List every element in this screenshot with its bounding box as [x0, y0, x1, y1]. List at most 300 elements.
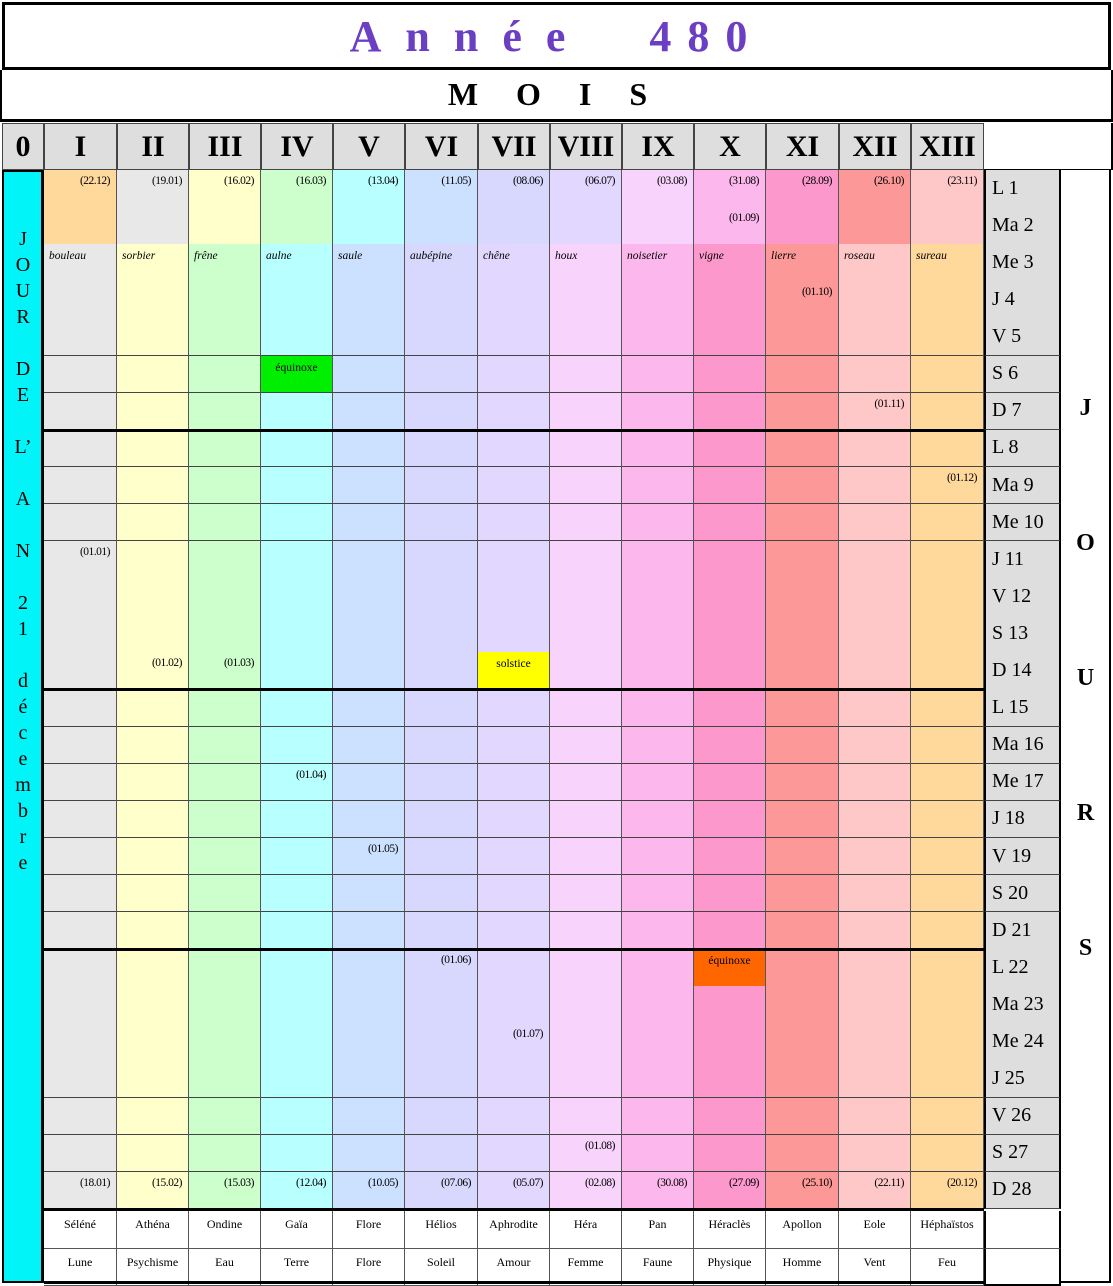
day-cell[interactable]: [333, 281, 405, 319]
day-cell[interactable]: [911, 281, 984, 319]
day-cell[interactable]: [694, 838, 766, 876]
day-cell[interactable]: [911, 949, 984, 987]
day-cell[interactable]: [117, 764, 189, 802]
day-cell[interactable]: [550, 615, 622, 653]
day-cell[interactable]: [478, 949, 550, 987]
day-cell[interactable]: [911, 1098, 984, 1136]
day-cell[interactable]: [405, 912, 478, 950]
day-cell[interactable]: [333, 393, 405, 431]
day-cell[interactable]: [117, 1060, 189, 1098]
day-cell[interactable]: [478, 838, 550, 876]
day-cell[interactable]: [911, 689, 984, 727]
day-cell[interactable]: [44, 1023, 117, 1061]
day-cell[interactable]: [189, 393, 261, 431]
day-cell[interactable]: [189, 467, 261, 505]
day-cell[interactable]: [839, 207, 911, 245]
day-cell[interactable]: [766, 764, 839, 802]
day-cell[interactable]: [44, 912, 117, 950]
day-cell[interactable]: [694, 281, 766, 319]
day-cell[interactable]: [478, 1172, 550, 1210]
day-cell[interactable]: [622, 356, 694, 394]
day-cell[interactable]: [189, 727, 261, 765]
day-cell[interactable]: [839, 170, 911, 208]
day-cell[interactable]: [911, 244, 984, 282]
day-cell[interactable]: [44, 727, 117, 765]
day-cell[interactable]: [117, 467, 189, 505]
day-cell[interactable]: [405, 764, 478, 802]
day-cell[interactable]: [839, 615, 911, 653]
day-cell[interactable]: [550, 356, 622, 394]
day-cell[interactable]: [405, 875, 478, 913]
day-cell[interactable]: [44, 764, 117, 802]
day-cell[interactable]: [478, 875, 550, 913]
day-cell[interactable]: [766, 244, 839, 282]
day-cell[interactable]: [694, 541, 766, 579]
day-cell[interactable]: [550, 912, 622, 950]
day-cell[interactable]: [622, 689, 694, 727]
day-cell[interactable]: [405, 615, 478, 653]
day-cell[interactable]: [911, 467, 984, 505]
day-cell[interactable]: [333, 578, 405, 616]
day-cell[interactable]: [44, 281, 117, 319]
day-cell[interactable]: [261, 949, 333, 987]
day-cell[interactable]: [839, 1098, 911, 1136]
day-cell[interactable]: [550, 1098, 622, 1136]
day-cell[interactable]: [44, 356, 117, 394]
day-cell[interactable]: [622, 504, 694, 542]
day-cell[interactable]: [261, 986, 333, 1024]
day-cell[interactable]: [405, 467, 478, 505]
day-cell[interactable]: [550, 801, 622, 839]
day-cell[interactable]: [839, 281, 911, 319]
day-cell[interactable]: [405, 652, 478, 690]
day-cell[interactable]: [839, 1172, 911, 1210]
day-cell[interactable]: [261, 652, 333, 690]
day-cell[interactable]: [839, 949, 911, 987]
day-cell[interactable]: [622, 727, 694, 765]
day-cell[interactable]: [189, 986, 261, 1024]
day-cell[interactable]: [911, 1172, 984, 1210]
day-cell[interactable]: [550, 393, 622, 431]
day-cell[interactable]: [766, 875, 839, 913]
day-cell[interactable]: [189, 1135, 261, 1173]
day-cell[interactable]: [44, 689, 117, 727]
day-cell[interactable]: [478, 430, 550, 468]
day-cell[interactable]: [478, 1060, 550, 1098]
day-cell[interactable]: [550, 1135, 622, 1173]
day-cell[interactable]: [44, 615, 117, 653]
day-cell[interactable]: [839, 467, 911, 505]
day-cell[interactable]: [189, 1172, 261, 1210]
day-cell[interactable]: [478, 727, 550, 765]
day-cell[interactable]: [911, 838, 984, 876]
day-cell[interactable]: [333, 504, 405, 542]
day-cell[interactable]: [911, 578, 984, 616]
day-cell[interactable]: [261, 912, 333, 950]
day-cell[interactable]: [766, 356, 839, 394]
day-cell[interactable]: [333, 912, 405, 950]
day-cell[interactable]: [478, 689, 550, 727]
day-cell[interactable]: [333, 1172, 405, 1210]
day-cell[interactable]: [766, 318, 839, 356]
day-cell[interactable]: [189, 1060, 261, 1098]
day-cell[interactable]: [44, 430, 117, 468]
day-cell[interactable]: [694, 986, 766, 1024]
day-cell[interactable]: [333, 244, 405, 282]
day-cell[interactable]: [911, 764, 984, 802]
day-cell[interactable]: [405, 727, 478, 765]
day-cell[interactable]: [405, 318, 478, 356]
day-cell[interactable]: [333, 430, 405, 468]
day-cell[interactable]: [694, 170, 766, 208]
day-cell[interactable]: [550, 541, 622, 579]
day-cell[interactable]: [117, 541, 189, 579]
day-cell[interactable]: [261, 318, 333, 356]
day-cell[interactable]: [333, 1098, 405, 1136]
day-cell[interactable]: [694, 689, 766, 727]
day-cell[interactable]: [911, 875, 984, 913]
day-cell[interactable]: [117, 986, 189, 1024]
day-cell[interactable]: [694, 504, 766, 542]
day-cell[interactable]: [333, 1135, 405, 1173]
day-cell[interactable]: [261, 393, 333, 431]
day-cell[interactable]: [117, 504, 189, 542]
day-cell[interactable]: [911, 393, 984, 431]
day-cell[interactable]: [839, 356, 911, 394]
day-cell[interactable]: [911, 170, 984, 208]
day-cell[interactable]: [44, 875, 117, 913]
day-cell[interactable]: [189, 541, 261, 579]
day-cell[interactable]: [911, 207, 984, 245]
day-cell[interactable]: [333, 615, 405, 653]
day-cell[interactable]: [117, 689, 189, 727]
day-cell[interactable]: [478, 764, 550, 802]
day-cell[interactable]: [766, 1172, 839, 1210]
day-cell[interactable]: [261, 170, 333, 208]
day-cell[interactable]: [117, 1172, 189, 1210]
day-cell[interactable]: [261, 467, 333, 505]
day-cell[interactable]: [405, 207, 478, 245]
day-cell[interactable]: [405, 1060, 478, 1098]
day-cell[interactable]: [911, 504, 984, 542]
day-cell[interactable]: [189, 170, 261, 208]
day-cell[interactable]: [117, 356, 189, 394]
day-cell[interactable]: [839, 764, 911, 802]
day-cell[interactable]: [694, 244, 766, 282]
day-cell[interactable]: [189, 875, 261, 913]
day-cell[interactable]: [405, 541, 478, 579]
day-cell[interactable]: [839, 393, 911, 431]
day-cell[interactable]: [622, 801, 694, 839]
day-cell[interactable]: [622, 652, 694, 690]
day-cell[interactable]: [694, 912, 766, 950]
day-cell[interactable]: [333, 318, 405, 356]
day-cell[interactable]: [405, 244, 478, 282]
day-cell[interactable]: [261, 838, 333, 876]
day-cell[interactable]: [550, 430, 622, 468]
day-cell[interactable]: [117, 727, 189, 765]
day-cell[interactable]: [622, 875, 694, 913]
day-cell[interactable]: [911, 912, 984, 950]
day-cell[interactable]: [405, 393, 478, 431]
day-cell[interactable]: [694, 207, 766, 245]
day-cell[interactable]: [405, 281, 478, 319]
day-cell[interactable]: [333, 1060, 405, 1098]
day-cell[interactable]: [44, 1060, 117, 1098]
day-cell[interactable]: [261, 689, 333, 727]
day-cell[interactable]: [333, 949, 405, 987]
day-cell[interactable]: [622, 430, 694, 468]
day-cell[interactable]: [911, 541, 984, 579]
day-cell[interactable]: [694, 727, 766, 765]
day-cell[interactable]: [839, 838, 911, 876]
day-cell[interactable]: [622, 281, 694, 319]
day-cell[interactable]: [405, 578, 478, 616]
day-cell[interactable]: [622, 318, 694, 356]
day-cell[interactable]: [478, 541, 550, 579]
day-cell[interactable]: [261, 207, 333, 245]
day-cell[interactable]: [333, 875, 405, 913]
day-cell[interactable]: [911, 318, 984, 356]
day-cell[interactable]: [117, 801, 189, 839]
day-cell[interactable]: [694, 949, 766, 987]
day-cell[interactable]: [839, 1135, 911, 1173]
day-cell[interactable]: [405, 986, 478, 1024]
day-cell[interactable]: [766, 170, 839, 208]
day-cell[interactable]: [839, 504, 911, 542]
day-cell[interactable]: [911, 986, 984, 1024]
day-cell[interactable]: [117, 578, 189, 616]
day-cell[interactable]: [117, 244, 189, 282]
day-cell[interactable]: [261, 281, 333, 319]
day-cell[interactable]: [189, 652, 261, 690]
day-cell[interactable]: [694, 764, 766, 802]
day-cell[interactable]: [839, 801, 911, 839]
day-cell[interactable]: [766, 727, 839, 765]
day-cell[interactable]: [622, 1172, 694, 1210]
day-cell[interactable]: [622, 1060, 694, 1098]
day-cell[interactable]: [694, 875, 766, 913]
day-cell[interactable]: [478, 393, 550, 431]
day-cell[interactable]: [550, 578, 622, 616]
day-cell[interactable]: [839, 652, 911, 690]
day-cell[interactable]: [694, 615, 766, 653]
day-cell[interactable]: [44, 838, 117, 876]
day-cell[interactable]: [766, 689, 839, 727]
day-cell[interactable]: [189, 504, 261, 542]
day-cell[interactable]: [622, 949, 694, 987]
day-cell[interactable]: [117, 652, 189, 690]
day-cell[interactable]: [622, 578, 694, 616]
day-cell[interactable]: [117, 393, 189, 431]
day-cell[interactable]: [839, 244, 911, 282]
day-cell[interactable]: [550, 1172, 622, 1210]
day-cell[interactable]: [189, 949, 261, 987]
day-cell[interactable]: [44, 393, 117, 431]
day-cell[interactable]: [333, 689, 405, 727]
day-cell[interactable]: [189, 1098, 261, 1136]
day-cell[interactable]: [405, 801, 478, 839]
day-cell[interactable]: [261, 504, 333, 542]
day-cell[interactable]: [839, 541, 911, 579]
day-cell[interactable]: [44, 801, 117, 839]
day-cell[interactable]: [44, 986, 117, 1024]
day-cell[interactable]: [550, 1023, 622, 1061]
day-cell[interactable]: [261, 356, 333, 394]
day-cell[interactable]: [694, 652, 766, 690]
day-cell[interactable]: [478, 244, 550, 282]
day-cell[interactable]: [766, 393, 839, 431]
day-cell[interactable]: [261, 541, 333, 579]
day-cell[interactable]: [622, 244, 694, 282]
day-cell[interactable]: [766, 281, 839, 319]
day-cell[interactable]: [44, 541, 117, 579]
day-cell[interactable]: [766, 578, 839, 616]
day-cell[interactable]: [261, 764, 333, 802]
day-cell[interactable]: [333, 986, 405, 1024]
day-cell[interactable]: [478, 207, 550, 245]
day-cell[interactable]: [117, 318, 189, 356]
day-cell[interactable]: [405, 838, 478, 876]
day-cell[interactable]: [189, 1023, 261, 1061]
day-cell[interactable]: [44, 170, 117, 208]
day-cell[interactable]: [550, 504, 622, 542]
day-cell[interactable]: [261, 430, 333, 468]
day-cell[interactable]: [622, 615, 694, 653]
day-cell[interactable]: [261, 615, 333, 653]
day-cell[interactable]: [766, 652, 839, 690]
day-cell[interactable]: [550, 949, 622, 987]
day-cell[interactable]: [261, 875, 333, 913]
day-cell[interactable]: [333, 467, 405, 505]
day-cell[interactable]: [839, 578, 911, 616]
day-cell[interactable]: [261, 1172, 333, 1210]
day-cell[interactable]: [694, 801, 766, 839]
day-cell[interactable]: [622, 764, 694, 802]
day-cell[interactable]: [405, 1135, 478, 1173]
day-cell[interactable]: [405, 170, 478, 208]
day-cell[interactable]: [550, 1060, 622, 1098]
day-cell[interactable]: [478, 1135, 550, 1173]
day-cell[interactable]: [261, 1135, 333, 1173]
day-cell[interactable]: [117, 1135, 189, 1173]
day-cell[interactable]: [550, 652, 622, 690]
day-cell[interactable]: [405, 504, 478, 542]
day-cell[interactable]: [550, 986, 622, 1024]
day-cell[interactable]: [478, 281, 550, 319]
day-cell[interactable]: [189, 207, 261, 245]
day-cell[interactable]: [550, 875, 622, 913]
day-cell[interactable]: [478, 615, 550, 653]
day-cell[interactable]: [694, 1135, 766, 1173]
day-cell[interactable]: [839, 430, 911, 468]
day-cell[interactable]: [478, 1098, 550, 1136]
day-cell[interactable]: [189, 801, 261, 839]
day-cell[interactable]: [117, 615, 189, 653]
day-cell[interactable]: [478, 356, 550, 394]
day-cell[interactable]: [117, 1098, 189, 1136]
day-cell[interactable]: [766, 207, 839, 245]
day-cell[interactable]: [44, 1098, 117, 1136]
day-cell[interactable]: [766, 838, 839, 876]
day-cell[interactable]: [189, 615, 261, 653]
day-cell[interactable]: [550, 318, 622, 356]
day-cell[interactable]: [117, 1023, 189, 1061]
day-cell[interactable]: [911, 1135, 984, 1173]
day-cell[interactable]: [622, 393, 694, 431]
day-cell[interactable]: [44, 318, 117, 356]
day-cell[interactable]: [405, 1172, 478, 1210]
day-cell[interactable]: [550, 467, 622, 505]
day-cell[interactable]: [550, 281, 622, 319]
day-cell[interactable]: [694, 467, 766, 505]
day-cell[interactable]: [550, 838, 622, 876]
day-cell[interactable]: [911, 801, 984, 839]
day-cell[interactable]: [189, 318, 261, 356]
day-cell[interactable]: [333, 764, 405, 802]
day-cell[interactable]: [478, 170, 550, 208]
day-cell[interactable]: [189, 578, 261, 616]
day-cell[interactable]: [189, 281, 261, 319]
day-cell[interactable]: [550, 170, 622, 208]
day-cell[interactable]: [117, 875, 189, 913]
day-cell[interactable]: [261, 244, 333, 282]
day-cell[interactable]: [44, 467, 117, 505]
day-cell[interactable]: [550, 727, 622, 765]
day-cell[interactable]: [261, 578, 333, 616]
day-cell[interactable]: [694, 1098, 766, 1136]
day-cell[interactable]: [333, 356, 405, 394]
day-cell[interactable]: [766, 1060, 839, 1098]
day-cell[interactable]: [44, 244, 117, 282]
day-cell[interactable]: [333, 727, 405, 765]
day-cell[interactable]: [766, 467, 839, 505]
day-cell[interactable]: [478, 912, 550, 950]
day-cell[interactable]: [694, 1060, 766, 1098]
day-cell[interactable]: [766, 912, 839, 950]
day-cell[interactable]: [911, 727, 984, 765]
day-cell[interactable]: [189, 430, 261, 468]
day-cell[interactable]: [478, 986, 550, 1024]
day-cell[interactable]: [117, 281, 189, 319]
day-cell[interactable]: [44, 207, 117, 245]
day-cell[interactable]: [478, 504, 550, 542]
day-cell[interactable]: [44, 949, 117, 987]
day-cell[interactable]: [478, 1023, 550, 1061]
day-cell[interactable]: [766, 986, 839, 1024]
day-cell[interactable]: [622, 541, 694, 579]
day-cell[interactable]: [189, 912, 261, 950]
day-cell[interactable]: [694, 318, 766, 356]
day-cell[interactable]: [550, 689, 622, 727]
day-cell[interactable]: [839, 875, 911, 913]
day-cell[interactable]: [911, 1023, 984, 1061]
day-cell[interactable]: [694, 578, 766, 616]
day-cell[interactable]: [911, 615, 984, 653]
day-cell[interactable]: [550, 764, 622, 802]
day-cell[interactable]: [694, 393, 766, 431]
day-cell[interactable]: [333, 838, 405, 876]
day-cell[interactable]: [333, 207, 405, 245]
day-cell[interactable]: [622, 1023, 694, 1061]
day-cell[interactable]: [189, 244, 261, 282]
day-cell[interactable]: [333, 652, 405, 690]
day-cell[interactable]: [333, 541, 405, 579]
day-cell[interactable]: [766, 504, 839, 542]
day-cell[interactable]: [766, 1098, 839, 1136]
day-cell[interactable]: [622, 1135, 694, 1173]
day-cell[interactable]: [405, 689, 478, 727]
